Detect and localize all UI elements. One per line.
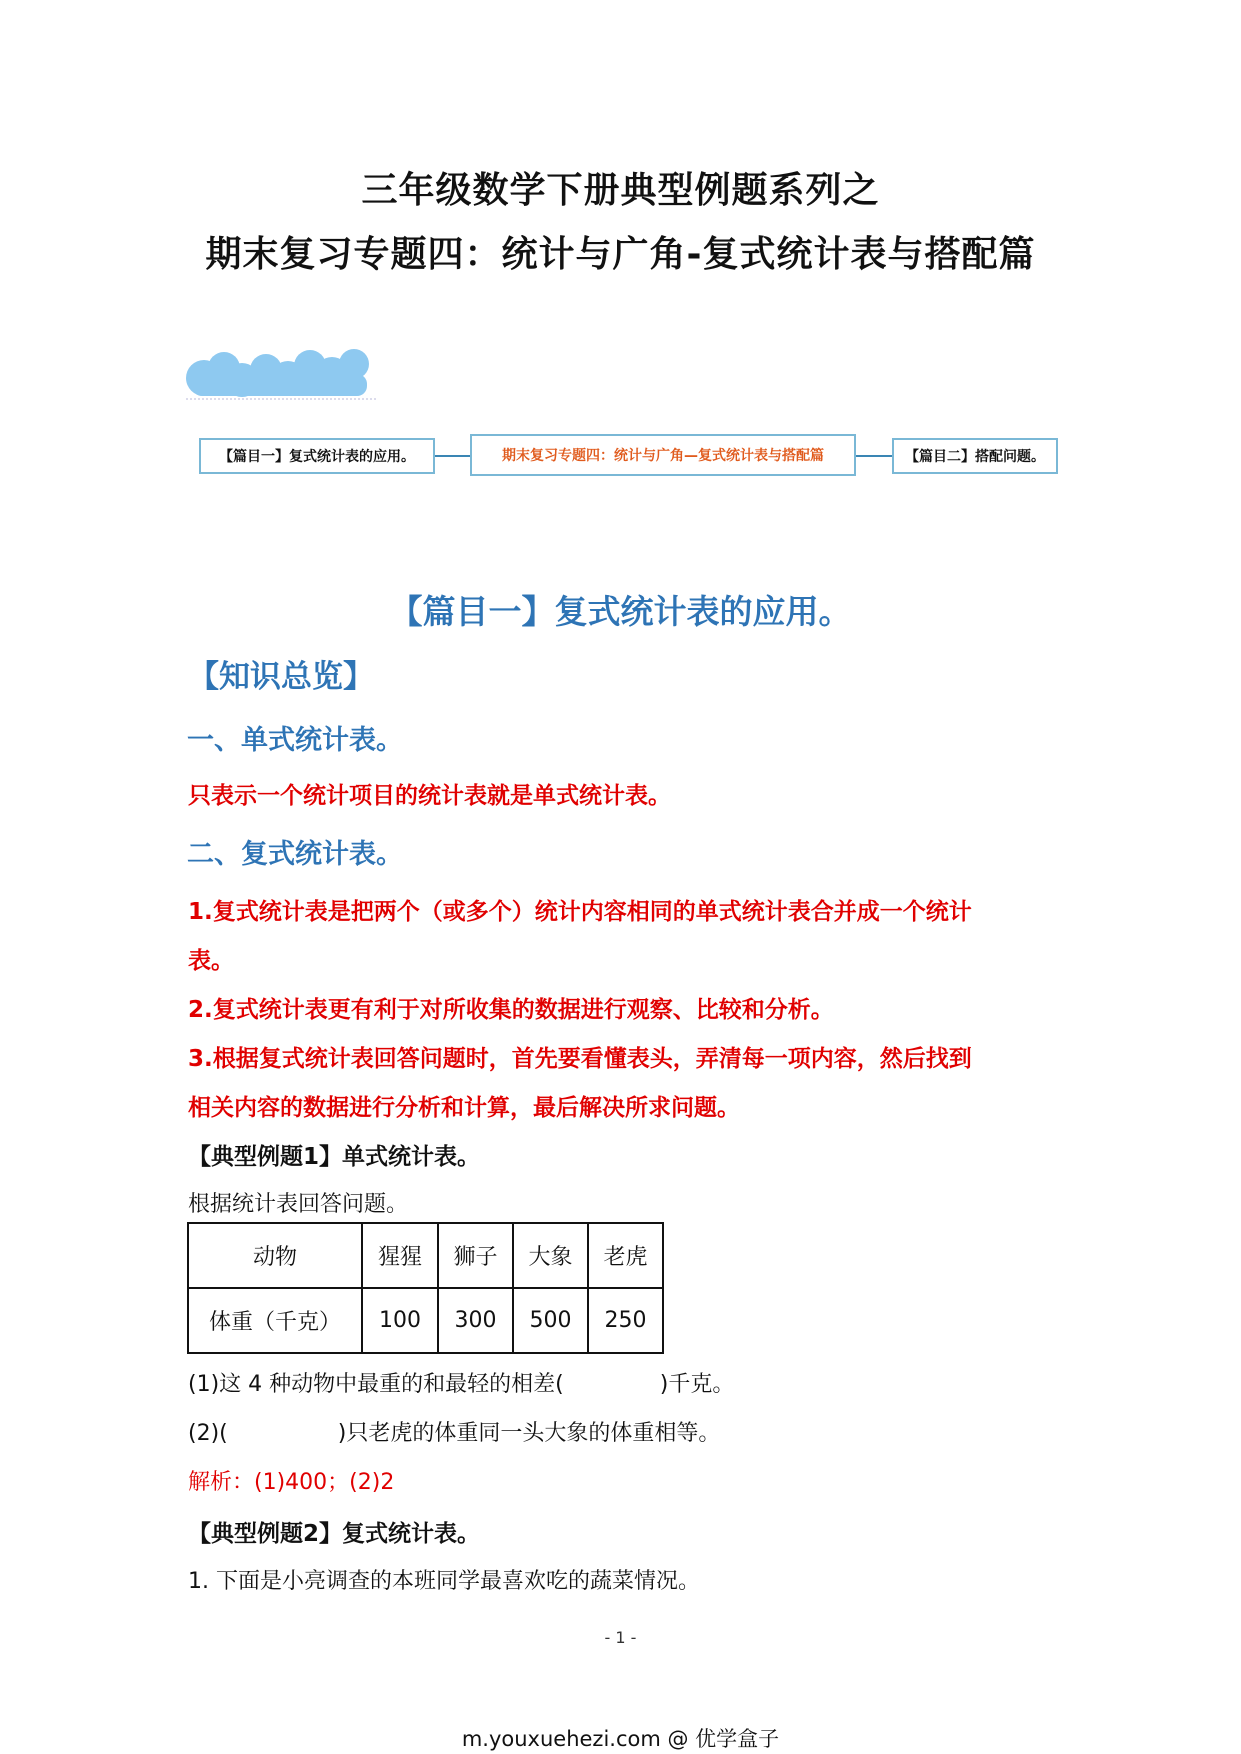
mindmap-left-label: 【篇目一】复式统计表的应用。: [219, 449, 415, 465]
animal-weight-table: [187, 1222, 664, 1354]
point3-line2: 相关内容的数据进行分析和计算，最后解决所求问题。: [188, 1095, 740, 1121]
part1-heading: 一、单式统计表。: [187, 725, 403, 756]
example1-question2: [188, 1416, 720, 1447]
part1-text: 只表示一个统计项目的统计表就是单式统计表。: [188, 783, 671, 809]
table-row: [188, 1288, 663, 1353]
question2-suffix: )只老虎的体重同一头大象的体重相等。: [337, 1421, 721, 1446]
table-cell: 动物: [188, 1223, 362, 1288]
page-number: - 1 -: [604, 1628, 637, 1647]
table-cell: 猩猩: [362, 1223, 438, 1288]
question1-suffix: )千克。: [659, 1372, 735, 1397]
point2-text: 2.复式统计表更有利于对所收集的数据进行观察、比较和分析。: [188, 997, 834, 1023]
example2-item1: 1. 下面是小亮调查的本班同学最喜欢吃的蔬菜情况。: [188, 1569, 700, 1594]
table-cell: 500: [513, 1288, 588, 1353]
example1-instruction: 根据统计表回答问题。: [188, 1192, 409, 1217]
part2-heading: 二、复式统计表。: [187, 839, 403, 870]
mindmap-connector-right: [856, 455, 892, 457]
mindmap-center-label: 期末复习专题四：统计与广角—复式统计表与搭配篇: [502, 448, 824, 464]
example1-heading: 【典型例题1】单式统计表。: [188, 1144, 481, 1170]
section-title: 【篇目一】复式统计表的应用。: [389, 592, 852, 631]
table-cell: 体重（千克）: [188, 1288, 362, 1353]
mindmap-connector-left: [435, 455, 470, 457]
question2-prefix: (2)(: [188, 1421, 228, 1446]
page-footer: m.youxuehezi.com @ 优学盒子: [461, 1727, 780, 1751]
example1-question1: [188, 1367, 734, 1398]
table-cell: 大象: [513, 1223, 588, 1288]
mindmap-left-box: [199, 438, 435, 474]
table-cell: 250: [588, 1288, 663, 1353]
table-header-row: [188, 1223, 663, 1288]
table-cell: 300: [438, 1288, 513, 1353]
mindmap-right-box: [892, 438, 1058, 474]
example1-answer: 解析：(1)400；(2)2: [188, 1470, 395, 1495]
point1-line1: 1.复式统计表是把两个（或多个）统计内容相同的单式统计表合并成一个统计: [188, 899, 972, 925]
table-cell: 100: [362, 1288, 438, 1353]
mindmap-right-label: 【篇目二】搭配问题。: [905, 449, 1045, 465]
point3-line1: 3.根据复式统计表回答问题时，首先要看懂表头，弄清每一项内容，然后找到: [188, 1046, 972, 1072]
mindmap-center-box: [470, 434, 856, 476]
point1-line2: 表。: [188, 948, 234, 974]
example2-heading: 【典型例题2】复式统计表。: [188, 1521, 481, 1547]
document-title-line2: 期末复习专题四：统计与广角-复式统计表与搭配篇: [205, 234, 1036, 275]
table-cell: 狮子: [438, 1223, 513, 1288]
overview-heading: 【知识总览】: [188, 659, 374, 695]
table-cell: 老虎: [588, 1223, 663, 1288]
document-title-line1: 三年级数学下册典型例题系列之: [361, 170, 880, 211]
question1-prefix: (1)这 4 种动物中最重的和最轻的相差(: [188, 1372, 564, 1397]
cloud-logo-icon: [182, 344, 382, 402]
